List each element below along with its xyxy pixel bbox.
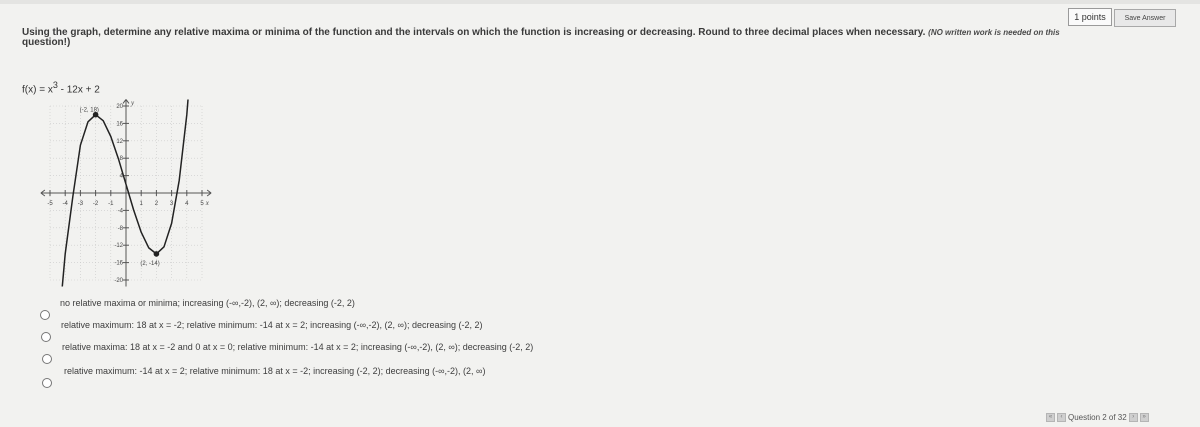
points-badge: 1 points bbox=[1068, 8, 1112, 26]
relative-minimum-point bbox=[154, 251, 160, 257]
function-graph bbox=[22, 84, 248, 284]
answer-option-label[interactable]: relative maxima: 18 at x = -2 and 0 at x = 0; relative minimum: -14 at x = 2; increasing (-∞,-2), (2, ∞); decreasing (-2, 2) bbox=[62, 342, 534, 352]
question-note: (NO written work is needed on this bbox=[928, 28, 1060, 37]
y-tick-label: 8 bbox=[119, 156, 123, 163]
question-text: Using the graph, determine any relative maxima or minima of the function and the intervals on which the function is increasing or decreasing. Round to three decimal places when necessary. bbox=[22, 27, 926, 38]
y-tick-label: 12 bbox=[116, 138, 123, 145]
function-exponent: 3 bbox=[52, 80, 58, 90]
question-count: Question 2 of 32 bbox=[1068, 412, 1127, 422]
answer-option-radio[interactable] bbox=[41, 332, 51, 342]
last-question-icon[interactable]: » bbox=[1140, 413, 1149, 422]
x-tick-label: 1 bbox=[139, 201, 143, 207]
x-tick-label: -5 bbox=[47, 201, 53, 207]
top-bar bbox=[0, 0, 1200, 4]
question-navigation bbox=[1046, 411, 1149, 423]
minimum-point-label: (2, -14) bbox=[140, 260, 160, 267]
x-tick-label: -2 bbox=[92, 201, 99, 207]
x-tick-label: 4 bbox=[185, 201, 189, 207]
question-text-end: question!) bbox=[22, 37, 71, 48]
next-question-icon[interactable]: › bbox=[1129, 413, 1138, 422]
answer-option-radio[interactable] bbox=[40, 310, 50, 320]
x-tick-label: 2 bbox=[154, 201, 159, 207]
x-tick-label: 5 bbox=[200, 201, 204, 207]
x-tick-label: -3 bbox=[77, 201, 84, 207]
x-axis-label: x bbox=[205, 199, 209, 207]
y-tick-label: -20 bbox=[114, 278, 123, 284]
answer-option-radio[interactable] bbox=[42, 378, 52, 388]
y-tick-label: 4 bbox=[119, 173, 123, 180]
y-tick-label: -8 bbox=[117, 225, 123, 232]
x-tick-label: -4 bbox=[62, 201, 68, 207]
function-prefix: f(x) = x bbox=[22, 84, 53, 96]
y-tick-label: -12 bbox=[114, 243, 123, 250]
previous-question-icon[interactable]: ‹ bbox=[1057, 413, 1066, 422]
answer-option-label[interactable]: no relative maxima or minima; increasing (-∞,-2), (2, ∞); decreasing (-2, 2) bbox=[60, 298, 355, 308]
y-axis-label: y bbox=[131, 99, 135, 107]
x-tick-label: 3 bbox=[169, 201, 174, 207]
first-question-icon[interactable]: « bbox=[1046, 413, 1055, 422]
answer-option-label[interactable]: relative maximum: -14 at x = 2; relative minimum: 18 at x = -2; increasing (-2, 2); decreasing (-∞,-2), (2, ∞) bbox=[64, 366, 486, 376]
y-tick-label: -4 bbox=[117, 208, 123, 215]
question-prompt bbox=[22, 28, 1162, 48]
save-answer-button[interactable]: Save Answer bbox=[1114, 9, 1176, 27]
answer-option-label[interactable]: relative maximum: 18 at x = -2; relative minimum: -14 at x = 2; increasing (-∞,-2), (2, ∞); decreasing (-2, 2) bbox=[61, 320, 483, 330]
answer-option-radio[interactable] bbox=[42, 354, 52, 364]
maximum-point-label: (-2, 18) bbox=[79, 107, 99, 114]
x-tick-label: -1 bbox=[108, 201, 114, 207]
y-tick-label: 20 bbox=[116, 104, 123, 110]
y-tick-label: 16 bbox=[116, 121, 123, 128]
y-tick-label: -16 bbox=[114, 260, 123, 267]
function-suffix: - 12x + 2 bbox=[57, 84, 100, 96]
